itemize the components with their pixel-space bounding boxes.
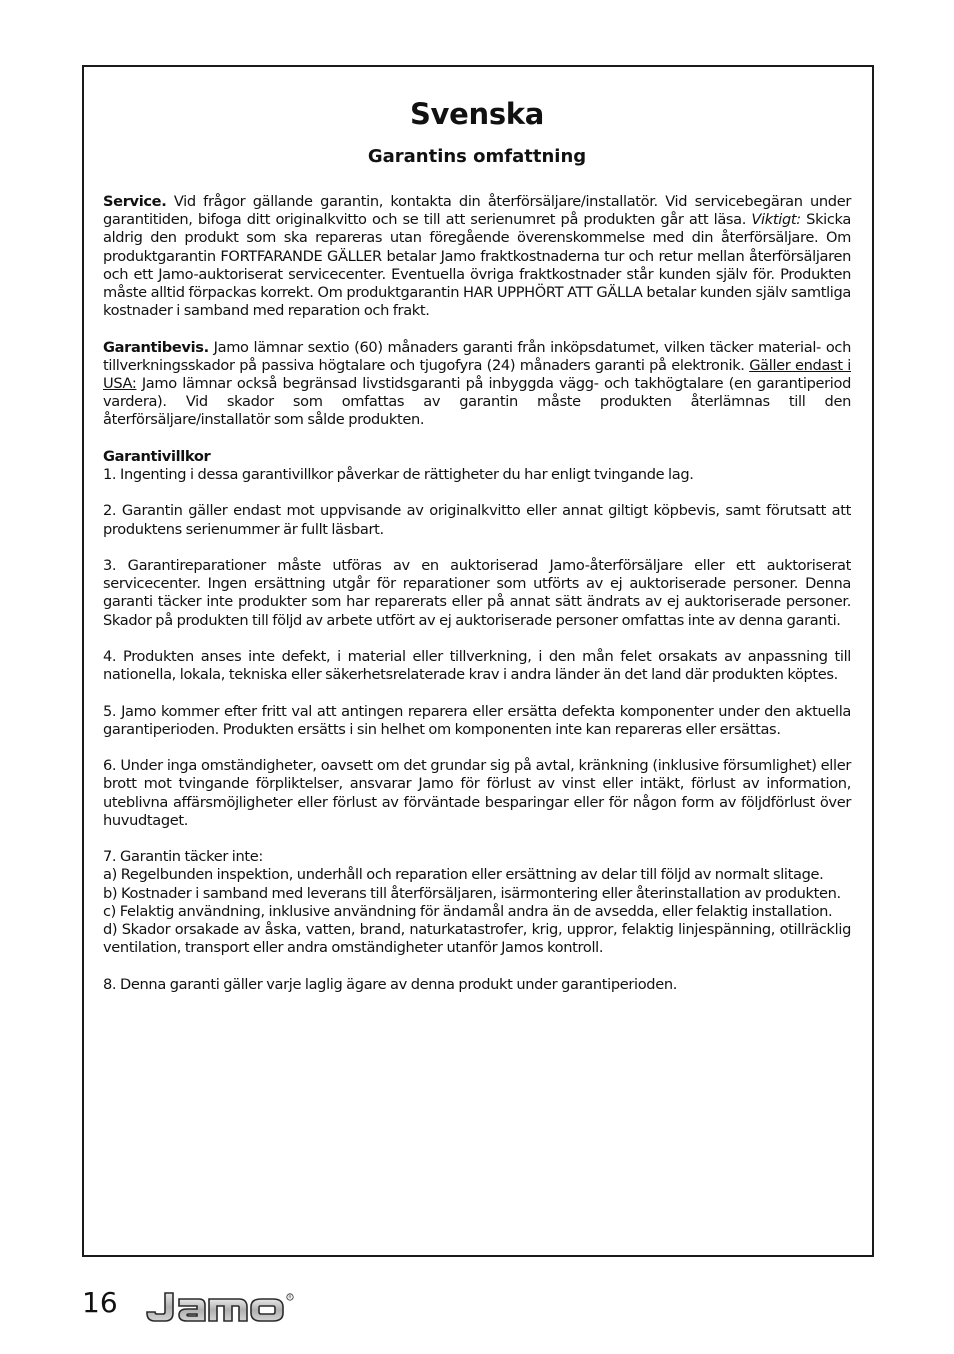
service-text-1: Vid frågor gällande garantin, kontakta din återförsäljare/installatör. Vid servicebegäran under garantitiden, bifoga ditt originalkvitto och se till att serienumret på produkten går att läsa. — [103, 193, 851, 229]
service-lead: Service. — [103, 193, 167, 210]
proof-text-1: Jamo lämnar sextio (60) månaders garanti från inköpsdatumet, vilken täcker material- och tillverkningsskador på passiva högtalare och tjugofyra (24) månaders garanti på elektronik. — [103, 338, 851, 374]
body-text — [103, 193, 851, 1012]
service-text-2: Skicka aldrig den produkt som ska repareras utan föregående överenskommelse med din återförsäljare. Om produktgarantin FORTFARANDE GÄLLER betalar Jamo fraktkostnaderna tur och retur mellan återförsäljaren och ett Jamo-auktoriserat servicecenter. Eventuella övriga fraktkostnader står kunden själv för. Produkten måste alltid förpackas korrekt. Om produktgarantin HAR UPPHÖRT ATT GÄLLA betalar kunden själv samtliga kostnader i samband med reparation och frakt. — [103, 211, 851, 320]
page-subtitle: Garantins omfattning — [367, 146, 587, 167]
service-viktigt: Viktigt: — [751, 211, 801, 229]
proof-text-2: Jamo lämnar också begränsad livstidsgaranti på inbyggda vägg- och takhögtalare (en garantiperiod vardera). Vid skador som omfattas av garantin måste produkten återlämnas till den återförsäljare/installatör som sålde produkten. — [103, 375, 851, 429]
condition-item-6: 6. Under inga omständigheter, oavsett om det grundar sig på avtal, kränkning (inklusive försumlighet) eller brott mot tvingande förpliktelser, ansvarar Jamo för förlust av vinst eller intäkt, förlust av information, uteblivna affärsmöjligheter eller förlust av förväntade besparingar eller för någon form av följdförlust över huvudtaget. — [103, 757, 851, 829]
conditions-heading: Garantivillkor — [103, 447, 211, 465]
proof-paragraph — [103, 339, 851, 430]
condition-item-7b: b) Kostnader i samband med leverans till återförsäljaren, isärmontering eller återinstallation av produkten. — [103, 884, 841, 902]
page-frame — [82, 65, 874, 1257]
jamo-logo — [143, 1287, 307, 1327]
condition-item-1: 1. Ingenting i dessa garantivillkor påverkar de rättigheter du har enligt tvingande lag. — [103, 466, 694, 484]
conditions-section — [103, 448, 851, 994]
condition-item-8: 8. Denna garanti gäller varje laglig ägare av denna produkt under garantiperioden. — [103, 975, 678, 993]
condition-item-7a: a) Regelbunden inspektion, underhåll och reparation eller ersättning av delar till följd av normalt slitage. — [103, 866, 824, 884]
condition-item-7-intro: 7. Garantin täcker inte: — [103, 848, 263, 866]
svg-text:R: R — [288, 1294, 292, 1300]
condition-item-7d: d) Skador orsakade av åska, vatten, brand, naturkatastrofer, krig, uppror, felaktig linjespänning, otillräcklig ventilation, transport eller andra omständigheter utanför Jamos kontroll. — [103, 921, 851, 957]
page-title: Svenska — [409, 97, 545, 131]
page-number: 16 — [82, 1286, 118, 1319]
condition-item-5: 5. Jamo kommer efter fritt val att antingen reparera eller ersätta defekta komponenter under den aktuella garantiperioden. Produkten ersätts i sin helhet om komponenten inte kan repareras eller ersättas. — [103, 702, 851, 738]
proof-lead: Garantibevis. — [103, 338, 209, 356]
condition-item-7c: c) Felaktig användning, inklusive användning för ändamål andra än de avsedda, eller felaktig installation. — [103, 902, 833, 920]
condition-item-2: 2. Garantin gäller endast mot uppvisande av originalkvitto eller annat giltigt köpbevis, samt förutsatt att produktens serienummer är fullt läsbart. — [103, 502, 851, 538]
condition-item-3: 3. Garantireparationer måste utföras av en auktoriserad Jamo-återförsäljare eller ett auktoriserat servicecenter. Ingen ersättning utgår för reparationer som utförts av ej auktoriserade personer. Denna garanti täcker inte produkter som har reparerats eller på annat sätt ändrats av ej auktoriserade personer. Skador på produkten till följd av arbete utfört av ej auktoriserade personer omfattas inte av denna garanti. — [103, 557, 851, 629]
condition-item-4: 4. Produkten anses inte defekt, i material eller tillverkning, i den mån felet orsakats av anpassning till nationella, lokala, tekniska eller säkerhetsrelaterade krav i andra länder än det land där produkten köptes. — [103, 648, 851, 684]
service-paragraph — [103, 193, 851, 320]
proof-usa: Gäller endast i USA: — [103, 356, 851, 393]
